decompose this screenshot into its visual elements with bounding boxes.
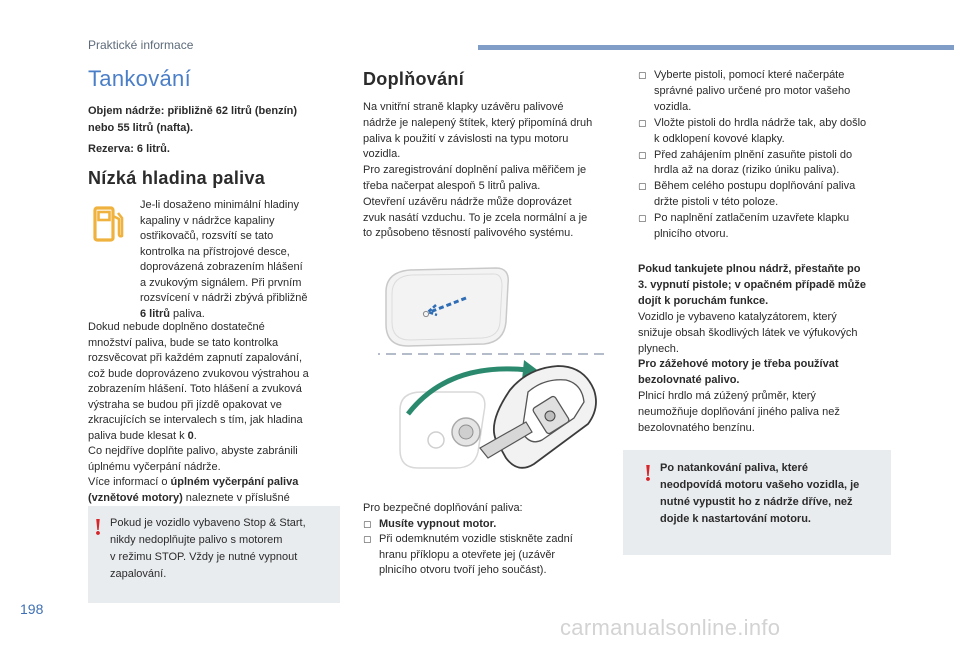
text-line <box>88 475 344 491</box>
text-line: plynech. <box>638 342 679 355</box>
stop-start-warning-box <box>88 506 340 603</box>
full-tank-note <box>638 262 938 310</box>
text-line: množství paliva, bude se tato kontrolka <box>88 336 279 349</box>
refuelling-intro <box>363 100 623 242</box>
list-item <box>638 179 938 211</box>
text-line: neumožňuje doplňování jiného paliva než <box>638 406 840 419</box>
text-line: Během celého postupu doplňování paliva <box>654 180 856 193</box>
text-line: Dokud nebude doplněno dostatečné <box>88 321 265 333</box>
text-line: Po naplnění zatlačením uzavřete klapku <box>654 212 850 225</box>
text-line: paliva k použití v závislosti na typu motoru <box>363 132 569 145</box>
list-item <box>638 211 938 243</box>
text-line: Na vnitřní straně klapky uzávěru palivové <box>363 101 564 113</box>
check-box-icon: ▢ <box>363 534 372 545</box>
text-span: . <box>193 429 197 442</box>
text-line: v režimu STOP. Vždy je nutné vypnout <box>110 551 298 563</box>
text-line: Otevření uzávěru nádrže může doprovázet <box>363 195 572 208</box>
watermark: carmanualsonline.info <box>560 615 781 640</box>
text-line: zkracujících se intervalech s tím, jak hladina <box>88 414 303 426</box>
text-line: ostřikovačů, rozsvítí se tato <box>140 230 274 242</box>
text-line: Pro zaregistrování doplnění paliva měřičem je <box>363 164 587 177</box>
text-line: vozidla. <box>363 148 401 161</box>
text-line: Při odemknutém vozidle stiskněte zadní <box>379 533 573 546</box>
list-item <box>363 532 623 579</box>
list-item <box>638 148 938 180</box>
text-line: bezolovnaté palivo. <box>638 374 740 387</box>
text-line: zobrazením hlášení. Toto hlášení a zvuková <box>88 383 302 395</box>
text-line: Co nejdříve doplňte palivo, abyste zabránili <box>88 445 298 457</box>
text-line <box>88 491 344 507</box>
text-line: správné palivo určené pro motor vašeho <box>654 84 851 97</box>
text-line <box>88 429 344 445</box>
text-line: Pokud tankujete plnou nádrž, přestaňte po <box>638 263 861 275</box>
text-line: plnicího otvoru. <box>654 228 729 241</box>
section-header: Praktické informace <box>88 38 194 52</box>
bold-text: 0 <box>187 429 194 442</box>
text-span: paliva. <box>169 307 205 320</box>
list-item <box>363 517 623 533</box>
warning-icon: ! <box>94 515 102 541</box>
text-line: dojde k nastartování motoru. <box>660 513 811 525</box>
text-line: úplnému vyčerpání nádrže. <box>88 460 221 473</box>
check-box-icon: ▢ <box>363 518 372 529</box>
text-line: Vložte pistoli do hrdla nádrže tak, aby došlo <box>654 116 867 129</box>
tank-capacity-line2: nebo 55 litrů (nafta). <box>88 122 194 134</box>
bold-text: úplném vyčerpání paliva <box>170 476 299 488</box>
page-number: 198 <box>20 601 44 617</box>
check-box-icon: ▢ <box>638 117 647 128</box>
text-line: nádrže je nalepený štítek, který připomíná druh <box>363 116 593 129</box>
safety-intro: Pro bezpečné doplňování paliva: <box>363 502 523 514</box>
bold-text: Musíte vypnout motor. <box>379 517 497 530</box>
text-line: dojít k poruchám funkce. <box>638 294 769 307</box>
text-line: držte pistoli v této poloze. <box>654 196 779 209</box>
fuel-pump-icon <box>92 204 126 244</box>
text-line: neodpovídá motoru vašeho vozidla, je <box>660 479 860 491</box>
text-line: nutné vypustit ho z nádrže dříve, než <box>660 496 853 508</box>
check-box-icon: ▢ <box>638 149 647 160</box>
warning-icon: ! <box>644 461 652 487</box>
text-line: kontrolka na přístrojové desce, <box>140 245 290 258</box>
text-line: hranu příklopu a otevřete jej (uzávěr <box>379 548 556 561</box>
text-line: zvuk nasátí vzduchu. To je zcela normální a je <box>363 211 588 224</box>
list-item <box>638 68 938 116</box>
text-line: třeba načerpat alespoň 5 litrů paliva. <box>363 179 541 192</box>
refuel-steps-list <box>638 68 938 243</box>
list-item <box>638 116 938 148</box>
check-box-icon: ▢ <box>638 181 647 192</box>
stop-start-warning-text <box>110 515 338 583</box>
text-line: doprovázená zobrazením hlášení <box>140 261 303 273</box>
nozzle-note <box>638 389 938 437</box>
wrong-fuel-warning-text <box>660 460 888 528</box>
unleaded-note <box>638 357 938 389</box>
text-line: Plnicí hrdlo má zúžený průměr, který <box>638 390 816 403</box>
low-fuel-heading: Nízká hladina paliva <box>88 168 266 188</box>
fuel-notes <box>638 262 938 437</box>
text-line: Pro zážehové motory je třeba používat <box>638 358 839 371</box>
wrong-fuel-warning-box <box>623 450 891 555</box>
check-box-icon: ▢ <box>638 70 647 80</box>
text-line: snižuje obsah škodlivých látek ve výfukových <box>638 326 858 339</box>
text-line: zapalování. <box>110 568 167 580</box>
refuelling-heading: Doplňování <box>363 69 464 89</box>
text-line: hrdla až na doraz (riziko úniku paliva). <box>654 164 840 177</box>
text-line: Před zahájením plnění zasuňte pistoli do <box>654 148 853 161</box>
text-span: Více informací o <box>88 476 171 488</box>
text-line: to způsobeno těsností palivového systému. <box>363 227 574 240</box>
text-span: paliva bude klesat k <box>88 429 188 442</box>
tank-capacity-line1: Objem nádrže: přibližně 62 litrů (benzín) <box>88 105 298 117</box>
text-span: naleznete v příslušné <box>182 491 290 504</box>
tank-capacity <box>88 103 297 137</box>
low-fuel-icon-paragraph <box>140 198 340 322</box>
text-line: vozidla. <box>654 100 692 113</box>
check-box-icon: ▢ <box>638 213 647 224</box>
text-line: rozsvícení v nádrži zbývá přibližně <box>140 292 308 304</box>
text-line: což bude doprovázeno zvukovou výstrahou a <box>88 367 309 380</box>
safety-list <box>363 517 623 579</box>
text-line: výstraha se budou při jízdě opakovat ve <box>88 398 282 411</box>
refuel-steps <box>638 68 938 243</box>
text-line: 3. vypnutí pistole; v opačném případě může <box>638 278 866 291</box>
text-line: plnicího otvoru tvoří jeho součást). <box>379 564 547 577</box>
low-fuel-paragraph <box>88 320 344 522</box>
text-line: Po natankování paliva, které <box>660 462 808 474</box>
text-line: rozsvěcovat při každém zapnutí zapalování, <box>88 352 303 364</box>
text-line: Pokud je vozidlo vybaveno Stop & Start, <box>110 517 306 529</box>
text-line: Vyberte pistoli, pomocí které načerpáte <box>654 69 845 81</box>
bold-text: (vznětové motory) <box>88 491 183 504</box>
text-line: Vozidlo je vybaveno katalyzátorem, který <box>638 310 837 323</box>
text-line: a zvukovým signálem. Při prvním <box>140 276 302 289</box>
page-title: Tankování <box>88 66 191 91</box>
text-line: kapaliny v nádržce kapaliny <box>140 214 275 227</box>
header-bar <box>478 45 954 50</box>
text-line: bezolovnatého benzínu. <box>638 422 755 435</box>
bold-text: 6 litrů <box>140 307 170 320</box>
catalyst-note <box>638 310 938 358</box>
text-line: Je-li dosaženo minimální hladiny <box>140 199 299 211</box>
text-line: k odklopení kovové klapky. <box>654 132 785 145</box>
reserve: Rezerva: 6 litrů. <box>88 143 170 155</box>
fuel-flap-illustration <box>378 262 610 480</box>
safety-section <box>363 501 623 579</box>
text-line: nikdy nedoplňujte palivo s motorem <box>110 534 283 546</box>
